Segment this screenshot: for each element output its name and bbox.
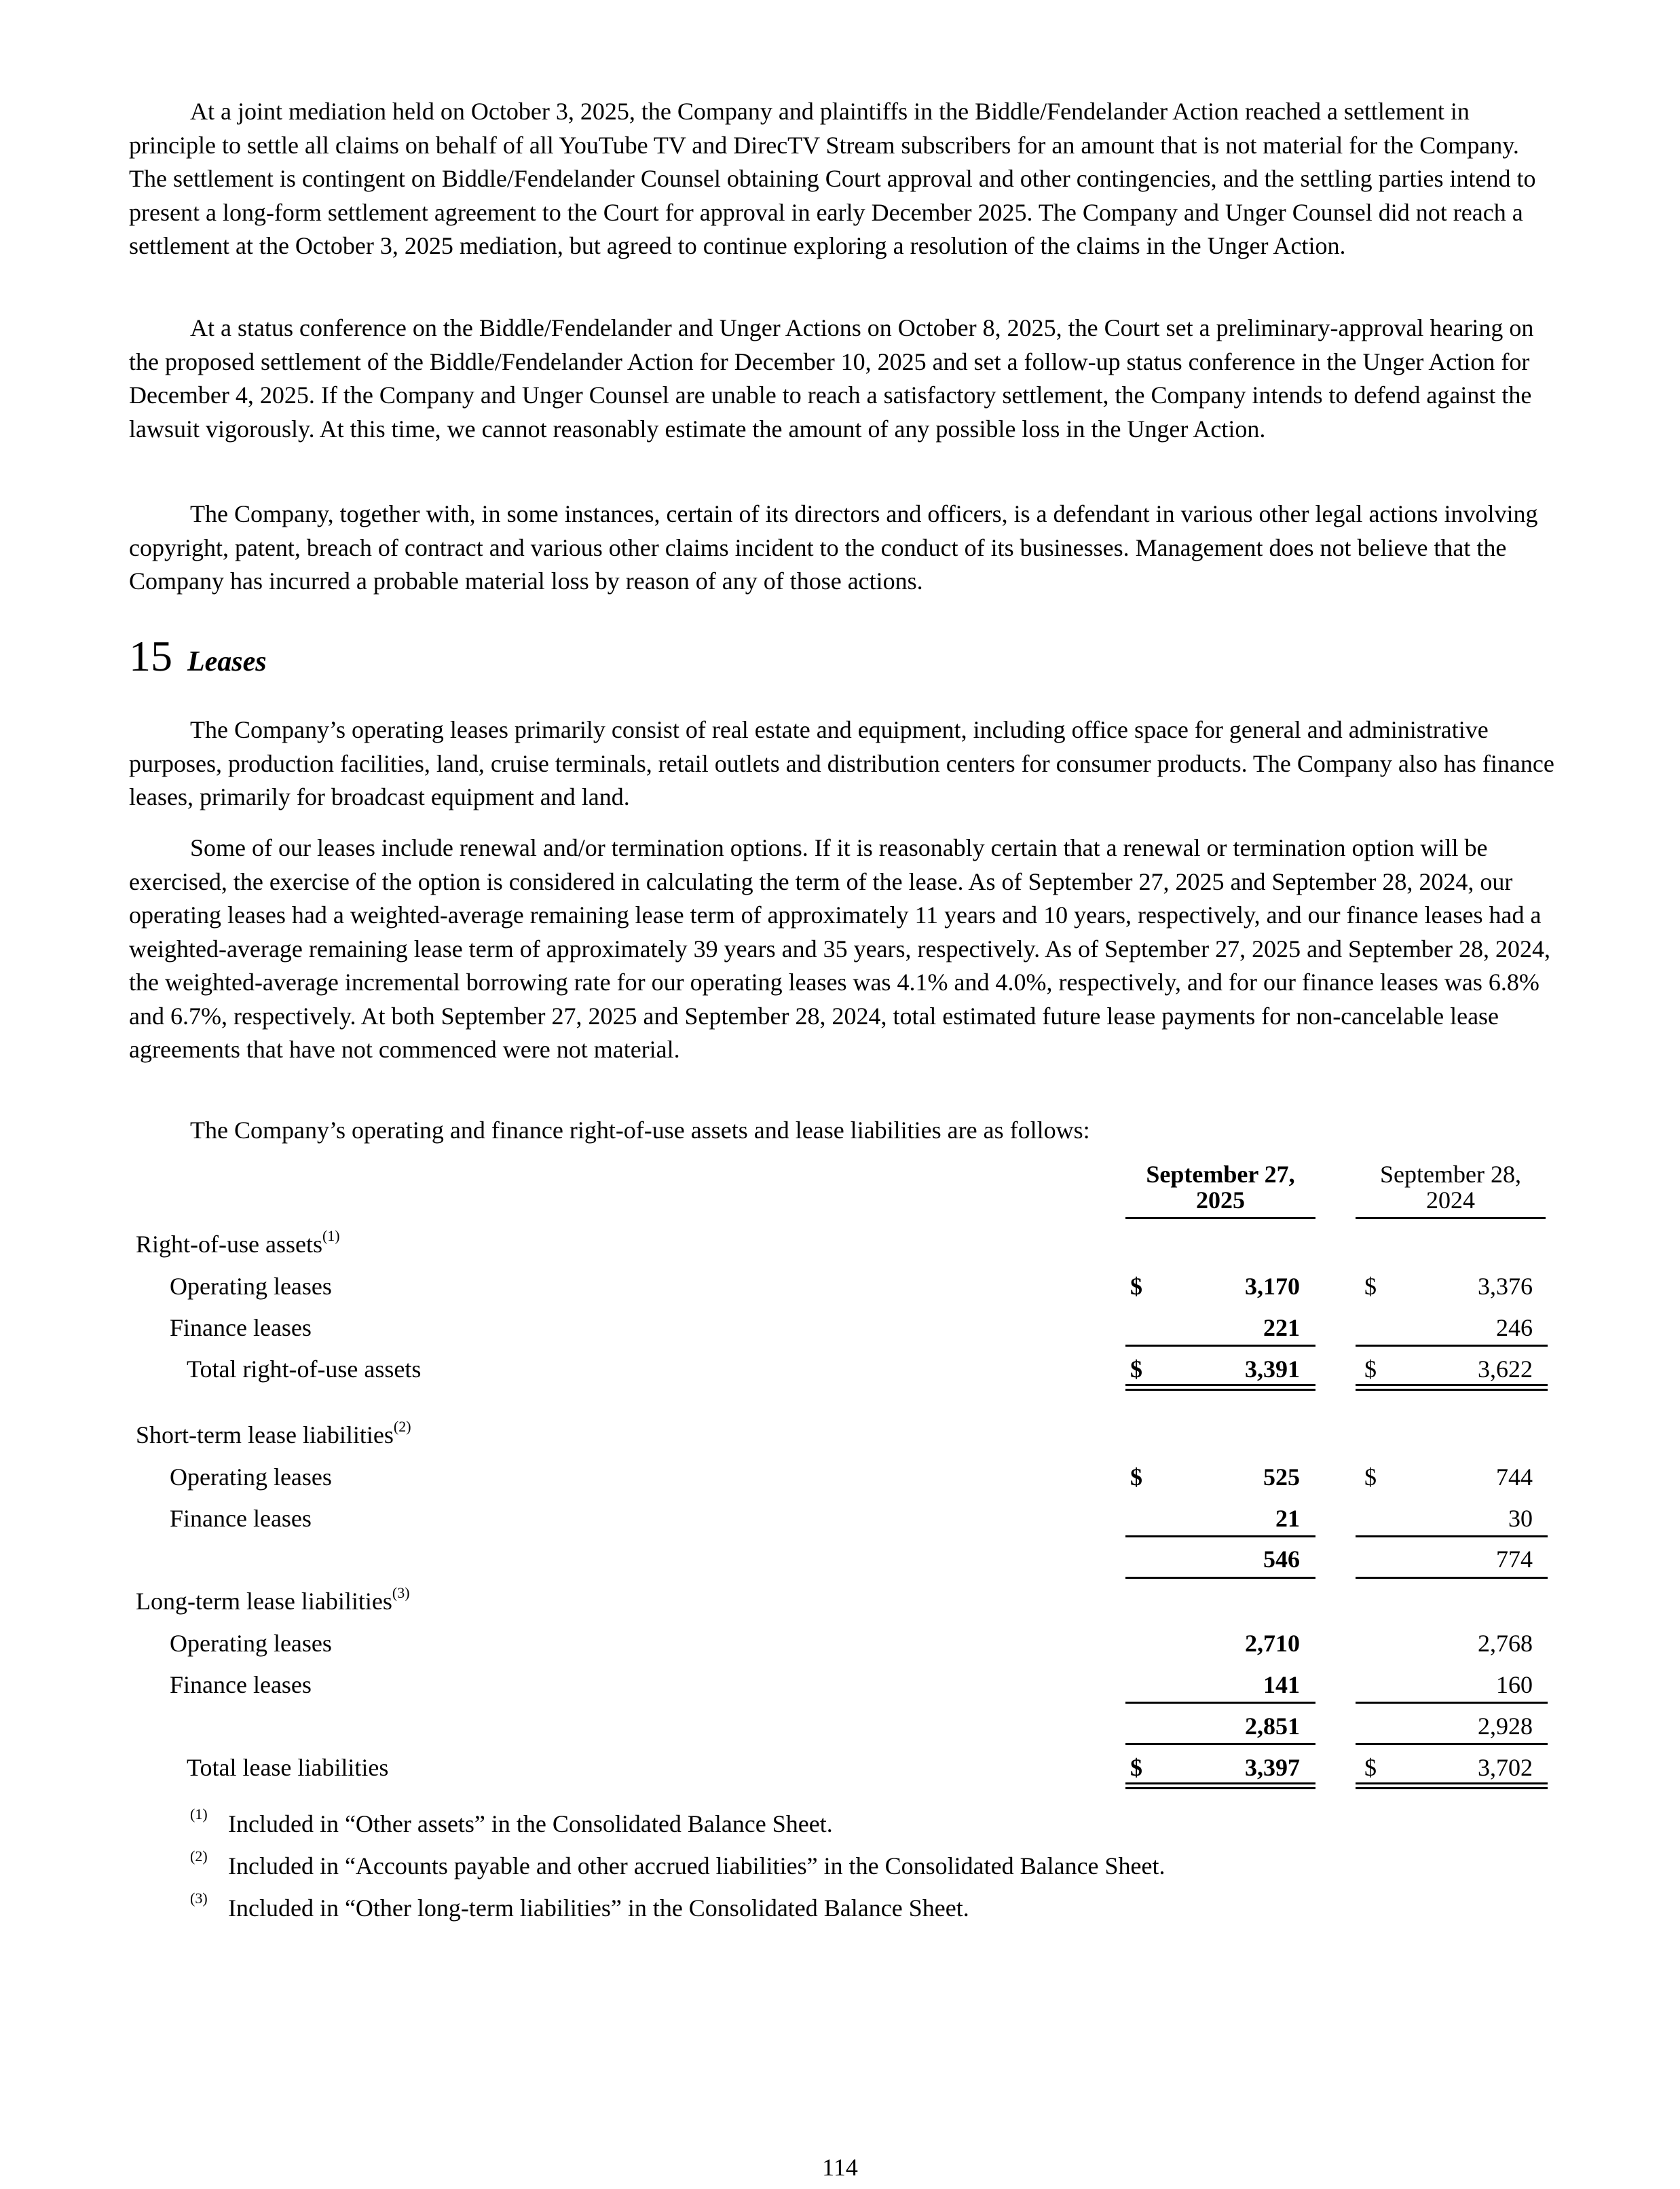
table-row-subtotal — [0, 1537, 1680, 1577]
table-row — [0, 1305, 1680, 1346]
row-label: Operating leases — [170, 1273, 332, 1300]
footnote-marker: (3) — [190, 1890, 208, 1907]
current-value: 221 — [1263, 1314, 1300, 1341]
dollar-sign: $ — [1364, 1273, 1377, 1300]
current-value: 3,170 — [1245, 1273, 1300, 1300]
footnote-ref: (2) — [393, 1418, 411, 1435]
prior-value: 3,702 — [1478, 1754, 1533, 1781]
row-label: Long-term lease liabilities$^{(3)}$ — [136, 1584, 410, 1615]
current-value: 21 — [1275, 1505, 1300, 1532]
current-value: 546 — [1263, 1546, 1300, 1573]
prior-value: 2,768 — [1478, 1630, 1533, 1657]
row-label: Right-of-use assets$^{(1)}$ — [136, 1227, 340, 1258]
current-value: 141 — [1263, 1671, 1300, 1698]
table-row-short-term-header — [0, 1412, 1680, 1453]
footnote-text: Included in “Accounts payable and other accrued liabilities” in the Consolidated Balance Sheet. — [228, 1852, 1165, 1879]
page-number: 114 — [822, 2154, 858, 2181]
dollar-sign: $ — [1130, 1273, 1142, 1300]
footnote-marker: (2) — [190, 1848, 208, 1865]
table-row-total — [0, 1347, 1680, 1387]
current-value: 2,710 — [1245, 1630, 1300, 1657]
footnote-text: Included in “Other long-term liabilities” in the Consolidated Balance Sheet. — [228, 1894, 969, 1922]
paragraph-operating-leases: The Company’s operating leases primarily consist of real estate and equipment, including office space for general and administrative purposes, production facilities, land, cruise terminals, retail outlets and distribution centers for consumer products. The Company also has finance leases, primarily for broadcast equipment and land. — [129, 716, 1554, 810]
row-label: Short-term lease liabilities$^{(2)}$ — [136, 1418, 411, 1448]
dollar-sign: $ — [1364, 1355, 1377, 1383]
dollar-sign: $ — [1130, 1463, 1142, 1491]
paragraph-table-intro: The Company’s operating and finance right-of-use assets and lease liabilities are as follows: — [190, 1117, 1090, 1144]
current-value: 3,391 — [1245, 1355, 1300, 1383]
prior-value: 30 — [1508, 1505, 1533, 1532]
table-row-long-term-header — [0, 1579, 1680, 1620]
table-row — [0, 1662, 1680, 1703]
paragraph-status-conference: At a status conference on the Biddle/Fendelander and Unger Actions on October 8, 2025, the Court set a preliminary-approval hearing on the proposed settlement of the Biddle/Fendelander Action for December 10, 2025 and set a follow-up status conference in the Unger Action for December 4, 2025. If the Company and Unger Counsel are unable to reach a satisfactory settlement, the Company intends to defend against the lawsuit vigorously. At this time, we cannot reasonably estimate the amount of any possible loss in the Unger Action. — [129, 314, 1534, 443]
footnote-text: Included in “Other assets” in the Consolidated Balance Sheet. — [228, 1810, 833, 1837]
table-row-subtotal — [0, 1704, 1680, 1744]
column-header-line: September 28, — [1380, 1161, 1521, 1188]
current-value: 525 — [1263, 1463, 1300, 1491]
prior-value: 744 — [1496, 1463, 1533, 1491]
dollar-sign: $ — [1130, 1355, 1142, 1383]
paragraph-renewal-options: Some of our leases include renewal and/or termination options. If it is reasonably certain that a renewal or termination option will be exercised, the exercise of the option is considered in calculating the term of the lease. As of September 27, 2025 and September 28, 2024, our operating leases had a weighted-average remaining lease term of approximately 11 years and 10 years, respectively, and our finance leases had a weighted-average remaining lease term of approximately 39 years and 35 years, respectively. As of September 27, 2025 and September 28, 2024, the weighted-average incremental borrowing rate for our operating leases was 4.1% and 4.0%, respectively, and for our finance leases was 6.8% and 6.7%, respectively. At both September 27, 2025 and September 28, 2024, total estimated future lease payments for non-cancelable lease agreements that have not commenced were not material. — [129, 834, 1550, 1063]
footnote-marker: (1) — [190, 1806, 208, 1822]
column-header-line: 2025 — [1196, 1186, 1245, 1214]
row-label: Finance leases — [170, 1505, 312, 1532]
prior-value: 774 — [1496, 1546, 1533, 1573]
column-header-line: September 27, — [1146, 1161, 1295, 1188]
column-header-line: 2024 — [1426, 1186, 1475, 1214]
paragraph-other-legal-actions: The Company, together with, in some instances, certain of its directors and officers, is a defendant in various other legal actions involving copyright, patent, breach of contract and various other claims incident to the conduct of its businesses. Management does not believe that the Company has incurred a probable material loss by reason of any of those actions. — [129, 500, 1538, 595]
footnote-ref: (3) — [392, 1584, 410, 1601]
row-label: Total right-of-use assets — [187, 1355, 422, 1383]
total-double-rule — [1356, 1384, 1548, 1391]
table-row — [0, 1264, 1680, 1305]
prior-value: 246 — [1496, 1314, 1533, 1341]
dollar-sign: $ — [1364, 1754, 1377, 1781]
prior-value: 2,928 — [1478, 1713, 1533, 1740]
table-row-rou-header — [0, 1222, 1680, 1262]
prior-value: 3,376 — [1478, 1273, 1533, 1300]
table-row-total — [0, 1745, 1680, 1786]
row-label: Total lease liabilities — [187, 1754, 389, 1781]
dollar-sign: $ — [1364, 1463, 1377, 1491]
section-title: Leases — [187, 646, 267, 677]
column-header-current-year — [1125, 1161, 1315, 1219]
total-double-rule — [1125, 1384, 1315, 1391]
row-label: Operating leases — [170, 1630, 332, 1657]
row-label: Finance leases — [170, 1671, 312, 1698]
section-heading — [129, 631, 267, 681]
paragraph-mediation: At a joint mediation held on October 3, 2025, the Company and plaintiffs in the Biddle/Fendelander Action reached a settlement in principle to settle all claims on behalf of all YouTube TV and DirecTV Stream subscribers for an amount that is not material for the Company. The settlement is contingent on Biddle/Fendelander Counsel obtaining Court approval and other contingencies, and the settling parties intend to present a long-form settlement agreement to the Court for approval in early December 2025. The Company and Unger Counsel did not reach a settlement at the October 3, 2025 mediation, but agreed to continue exploring a resolution of the claims in the Unger Action. — [129, 98, 1536, 259]
footnote-ref: (1) — [322, 1227, 340, 1244]
row-label: Finance leases — [170, 1314, 312, 1341]
current-value: 3,397 — [1245, 1754, 1300, 1781]
prior-value: 160 — [1496, 1671, 1533, 1698]
section-number: 15 — [129, 632, 172, 680]
dollar-sign: $ — [1130, 1754, 1142, 1781]
prior-value: 3,622 — [1478, 1355, 1533, 1383]
table-row — [0, 1455, 1680, 1495]
total-double-rule — [1125, 1782, 1315, 1789]
table-row — [0, 1621, 1680, 1662]
column-header-prior-year — [1356, 1161, 1546, 1219]
row-label: Operating leases — [170, 1463, 332, 1491]
current-value: 2,851 — [1245, 1713, 1300, 1740]
table-row — [0, 1496, 1680, 1537]
total-double-rule — [1356, 1782, 1548, 1789]
